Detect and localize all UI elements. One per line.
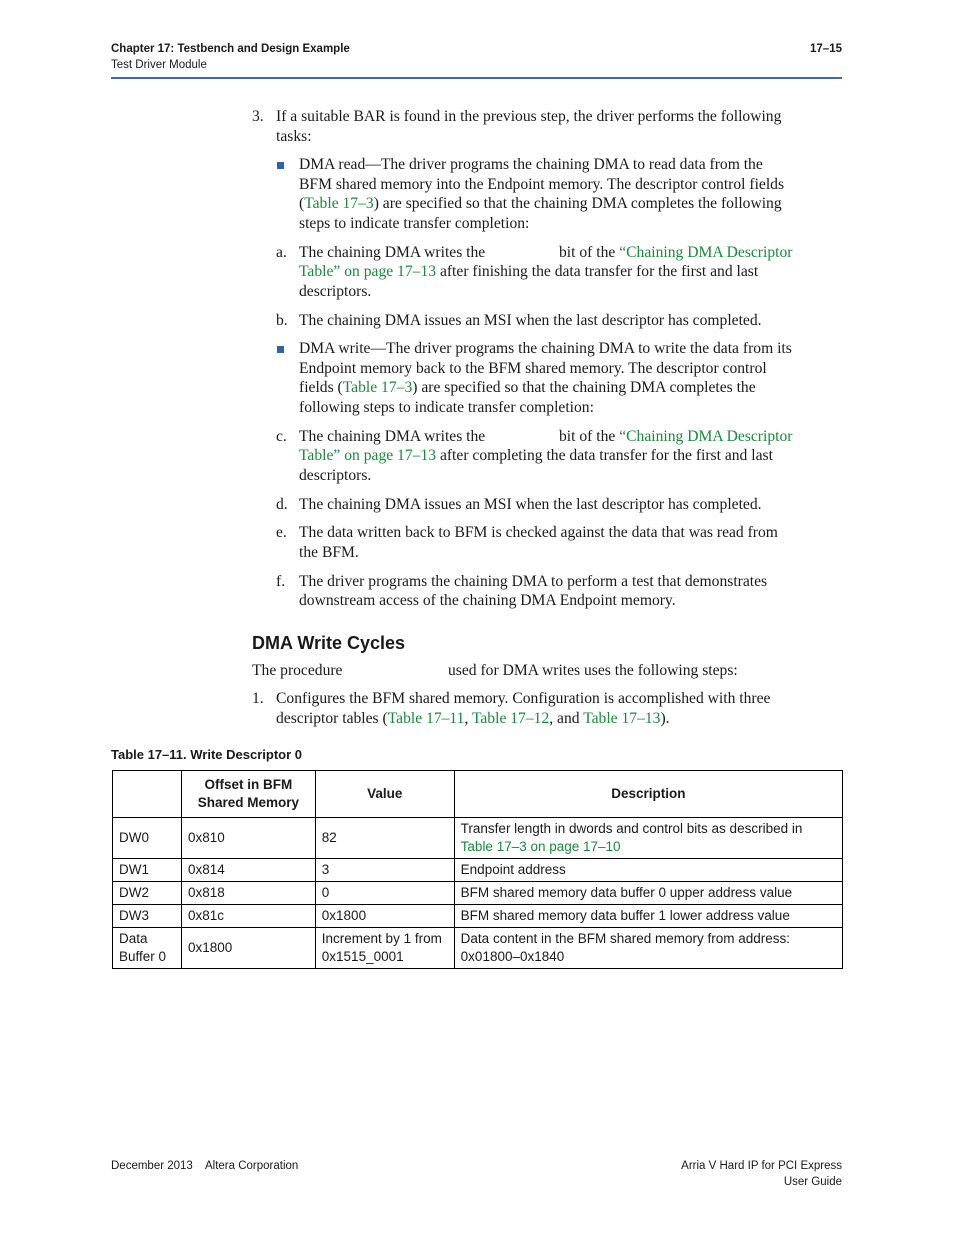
footer-doc-type: User Guide (783, 1176, 842, 1188)
item-b-label: b. (276, 312, 288, 329)
table-cell: 0x81c (181, 905, 315, 928)
table-cell: 0x1800 (181, 928, 315, 969)
step-3-number: 3. (252, 108, 264, 125)
table-cell: DW0 (113, 818, 182, 859)
table-header-row (113, 771, 843, 818)
table-17-3-page-link[interactable]: Table 17–3 on page 17–10 (460, 839, 621, 854)
item-b-line-1: The chaining DMA issues an MSI when the last descriptor has completed. (299, 312, 762, 329)
item-a-line-1-pre: The chaining DMA writes the (299, 244, 486, 261)
table-cell: 0x810 (181, 818, 315, 859)
item-e-label: e. (276, 524, 287, 541)
table-row (113, 859, 843, 882)
item-c-line-1-pre: The chaining DMA writes the (299, 428, 486, 445)
table-cell: Data Buffer 0 (113, 928, 182, 969)
table-header-cell (113, 771, 182, 818)
item-a-line-3: descriptors. (299, 283, 372, 300)
item-e-line-1: The data written back to BFM is checked against the data that was read from (299, 524, 778, 541)
footer-product: Arria V Hard IP for PCI Express (681, 1160, 842, 1172)
step-1-number: 1. (252, 690, 264, 707)
dma-write-line-2: Endpoint memory back to the BFM shared memory. The descriptor control (299, 360, 767, 377)
table-header-value: Value (315, 771, 454, 818)
item-a-label: a. (276, 244, 287, 261)
table-cell: Transfer length in dwords and control bits as described in Table 17–3 on page 17–10 (454, 818, 842, 859)
footer-date-company: December 2013 Altera Corporation (111, 1160, 299, 1172)
table-cell: BFM shared memory data buffer 1 lower address value (454, 905, 842, 928)
chaining-dma-descriptor-link[interactable]: “Chaining DMA Descriptor (619, 428, 793, 445)
table-cell: 0x814 (181, 859, 315, 882)
item-a-line-2: Table” on page 17–13 after finishing the data transfer for the first and last (299, 263, 759, 280)
table-cell: 3 (315, 859, 454, 882)
page-number: 17–15 (810, 43, 842, 55)
dma-read-line-1: DMA read—The driver programs the chaining DMA to read data from the (299, 156, 763, 173)
section-title: Test Driver Module (111, 59, 207, 71)
bullet-icon (277, 346, 284, 353)
table-header-description: Description (454, 771, 842, 818)
table-17-3-link[interactable]: Table 17–3 (342, 379, 413, 396)
table-cell: 0x1800 (315, 905, 454, 928)
table-cell: Increment by 1 from 0x1515_0001 (315, 928, 454, 969)
header-rule (111, 77, 842, 79)
chaining-dma-descriptor-link[interactable]: “Chaining DMA Descriptor (619, 244, 793, 261)
table-row (113, 818, 843, 859)
step-1-line-2: descriptor tables (Table 17–11, Table 17–12, and Table 17–13). (276, 710, 670, 727)
item-f-label: f. (276, 573, 286, 590)
dma-read-line-3: (Table 17–3) are specified so that the chaining DMA completes the following (299, 195, 782, 212)
write-descriptor-table (112, 770, 843, 969)
item-c-line-2: Table” on page 17–13 after completing the data transfer for the first and last (299, 447, 773, 464)
chaining-dma-descriptor-link-2[interactable]: Table” on page 17–13 (299, 447, 437, 464)
item-d-line-1: The chaining DMA issues an MSI when the last descriptor has completed. (299, 496, 762, 513)
procedure-pre: The procedure (252, 662, 343, 679)
table-cell: Data content in the BFM shared memory from address: 0x01800–0x1840 (454, 928, 842, 969)
table-cell: DW2 (113, 882, 182, 905)
item-c-label: c. (276, 428, 287, 445)
table-17-13-link[interactable]: Table 17–13 (583, 710, 661, 727)
table-row (113, 905, 843, 928)
table-cell: 0x818 (181, 882, 315, 905)
table-row (113, 882, 843, 905)
dma-write-line-3: fields (Table 17–3) are specified so that the chaining DMA completes the (299, 379, 756, 396)
table-cell: Endpoint address (454, 859, 842, 882)
table-cell: DW3 (113, 905, 182, 928)
item-d-label: d. (276, 496, 288, 513)
table-cell: DW1 (113, 859, 182, 882)
table-cell: 0 (315, 882, 454, 905)
item-f-line-1: The driver programs the chaining DMA to perform a test that demonstrates (299, 573, 768, 590)
table-row (113, 928, 843, 969)
table-caption: Table 17–11. Write Descriptor 0 (111, 747, 302, 762)
table-17-3-link[interactable]: Table 17–3 (304, 195, 374, 212)
procedure-post: used for DMA writes uses the following steps: (448, 662, 738, 679)
item-c-line-3: descriptors. (299, 467, 372, 484)
chaining-dma-descriptor-link-2[interactable]: Table” on page 17–13 (299, 263, 437, 280)
table-17-12-link[interactable]: Table 17–12 (471, 710, 550, 727)
item-a-line-1-mid: bit of the “Chaining DMA Descriptor (559, 244, 793, 261)
dma-read-line-4: steps to indicate transfer completion: (299, 215, 530, 232)
dma-write-line-4: following steps to indicate transfer completion: (299, 399, 594, 416)
item-f-line-2: downstream access of the chaining DMA Endpoint memory. (299, 592, 676, 609)
section-heading: DMA Write Cycles (252, 633, 406, 653)
table-header-offset: Offset in BFM Shared Memory (181, 771, 315, 818)
step-3-line-2: tasks: (276, 128, 312, 145)
step-3-line-1: If a suitable BAR is found in the previous step, the driver performs the following (276, 108, 782, 125)
item-c-line-1-mid: bit of the “Chaining DMA Descriptor (559, 428, 793, 445)
bullet-icon (277, 162, 284, 169)
table-cell: BFM shared memory data buffer 0 upper address value (454, 882, 842, 905)
step-1-line-1: Configures the BFM shared memory. Configuration is accomplished with three (276, 690, 771, 707)
table-17-11-link[interactable]: Table 17–11 (387, 710, 465, 727)
item-e-line-2: the BFM. (299, 544, 359, 561)
dma-write-line-1: DMA write—The driver programs the chaining DMA to write the data from its (299, 340, 792, 357)
chapter-title: Chapter 17: Testbench and Design Example (111, 43, 350, 55)
dma-read-line-2: BFM shared memory into the Endpoint memory. The descriptor control fields (299, 176, 785, 193)
table-cell: 82 (315, 818, 454, 859)
